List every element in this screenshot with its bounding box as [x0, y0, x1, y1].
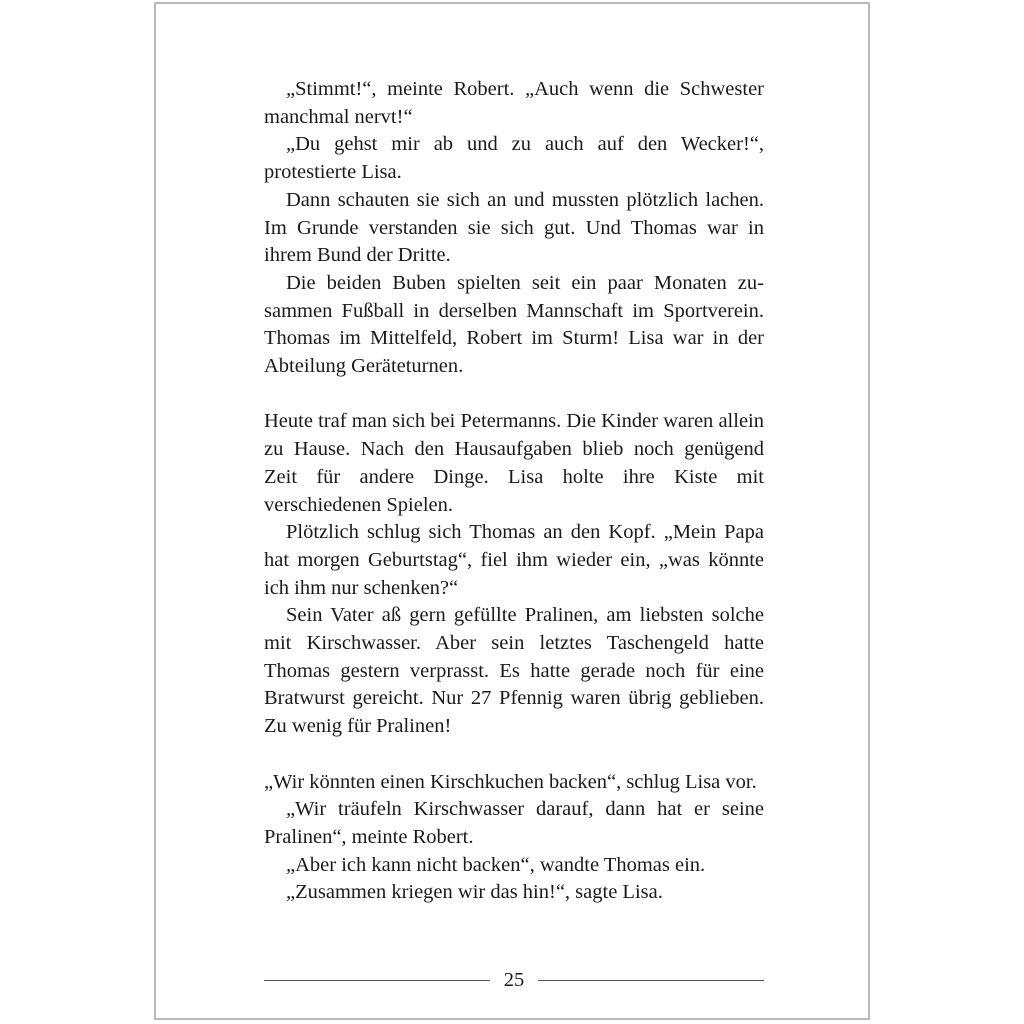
paragraph: „Wir könnten einen Kirschkuchen backen“, schlug Lisa vor. [264, 770, 757, 793]
paragraph: Heute traf man sich bei Petermanns. Die Kinder waren allein zu Hause. Nach den Hausaufgaben blieb noch genügend Zeit für andere Dinge. Lisa holte ihre Kiste mit verschiedenen Spielen. [264, 410, 764, 516]
paragraph: „Stimmt!“, meinte Robert. „Auch wenn die Schwester manchmal nervt!“ [264, 78, 764, 128]
paragraph: Die beiden Buben spielten seit ein paar Monaten zusammen Fußball in derselben Mannschaft im Sportverein. Thomas im Mittelfeld, Robert im Sturm! Lisa war in der Abteilung Geräteturnen. [264, 271, 764, 378]
footer-rule-left [264, 980, 490, 981]
page-footer [264, 966, 764, 994]
footer-rule-right [538, 980, 764, 981]
page-number: 25 [503, 968, 525, 991]
paragraph: Dann schauten sie sich an und mussten plötzlich lachen. Im Grunde verstanden sie sich gut. Und Thomas war in ihrem Bund der Dritte. [264, 188, 764, 267]
paragraph: Plötzlich schlug sich Thomas an den Kopf. „Mein Papa hat morgen Geburtstag“, fiel ihm wieder ein, „was könnte ich ihm nur schenken?“ [264, 521, 764, 599]
page-body-text [264, 76, 764, 907]
paragraph: „Wir träufeln Kirschwasser darauf, dann hat er seine Pralinen“, meinte Robert. [264, 798, 764, 848]
paragraph: „Du gehst mir ab und zu auch auf den Wecker!“, protestierte Lisa. [264, 133, 764, 184]
book-page [154, 2, 870, 1020]
paragraph: „Aber ich kann nicht backen“, wandte Thomas ein. [286, 853, 706, 876]
paragraph: „Zusammen kriegen wir das hin!“, sagte Lisa. [286, 881, 663, 904]
paragraph: Sein Vater aß gern gefüllte Pralinen, am liebsten solche mit Kirschwasser. Aber sein letztes Taschengeld hatte Thomas gestern verprasst. Es hatte gerade noch für eine Bratwurst gereicht. Nur 27 Pfennig waren übrig geblieben. Zu wenig für Pralinen! [264, 604, 764, 738]
